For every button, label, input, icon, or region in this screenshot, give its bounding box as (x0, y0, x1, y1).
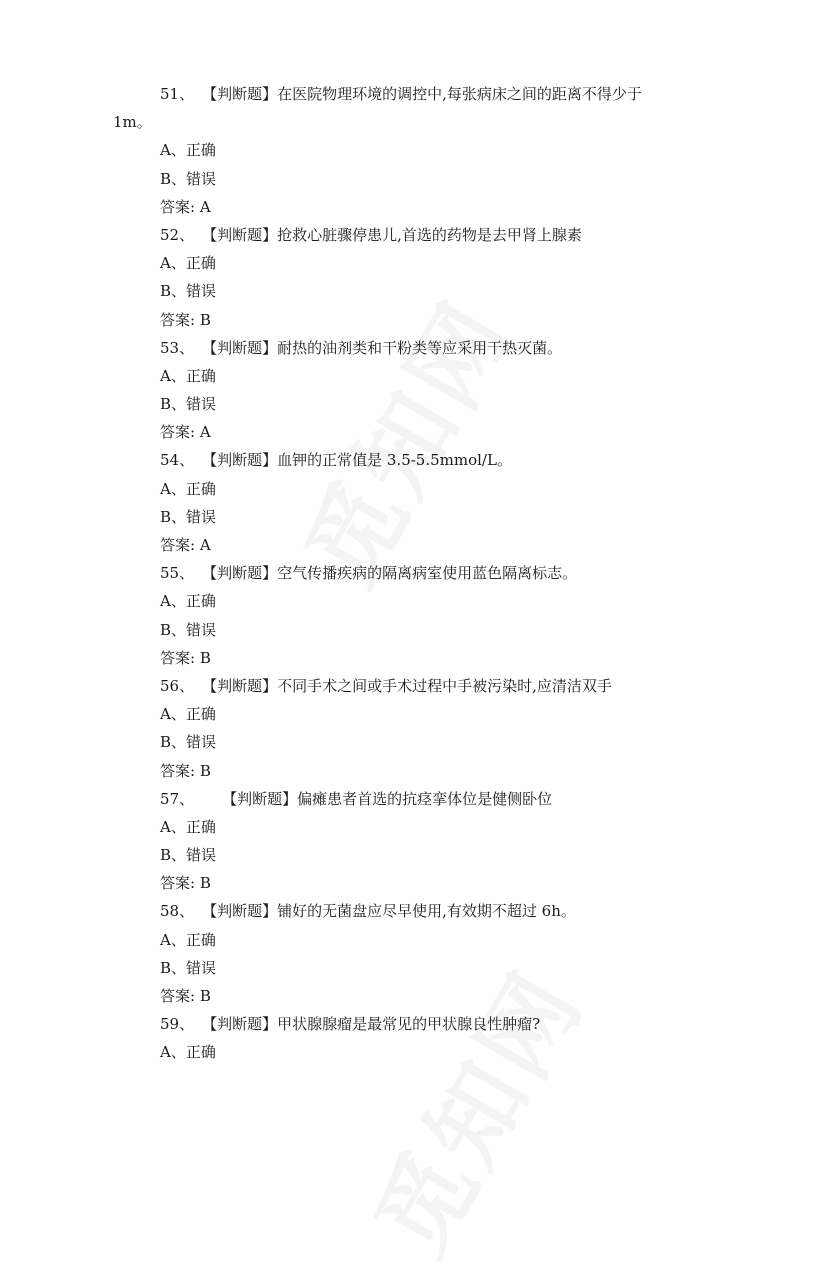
question-number: 51、 (160, 85, 195, 103)
question-type-tag: 【判断题】 (202, 451, 278, 470)
question-text: 空气传播疾病的隔离病室使用蓝色隔离标志。 (277, 564, 578, 583)
question-text: 耐热的油剂类和干粉类等应采用干热灭菌。 (277, 338, 563, 357)
option-a: A、正确 (160, 1043, 216, 1062)
answer: 答案: A (160, 197, 211, 216)
question-type-tag: 【判断题】 (202, 676, 278, 695)
question-52 (160, 221, 700, 334)
question-51 (113, 80, 700, 221)
option-a: A、正确 (160, 366, 216, 385)
question-number: 54、 (160, 451, 195, 470)
question-stem (160, 897, 700, 925)
question-stem (160, 334, 700, 362)
question-type-tag: 【判断题】 (202, 1015, 278, 1034)
question-type-tag: 【判断题】 (202, 902, 278, 921)
option-b: B、错误 (160, 282, 217, 301)
option-a: A、正确 (160, 141, 216, 160)
question-number: 56、 (160, 676, 195, 695)
option-a: A、正确 (160, 817, 216, 836)
question-text: 甲状腺腺瘤是最常见的甲状腺良性肿瘤? (277, 1015, 541, 1034)
question-type-tag: 【判断题】 (202, 338, 278, 357)
option-b: B、错误 (160, 395, 217, 414)
question-list (113, 80, 700, 1067)
option-b: B、错误 (160, 733, 217, 752)
question-59 (160, 1010, 700, 1066)
option-a: A、正确 (160, 930, 216, 949)
option-b: B、错误 (160, 169, 217, 188)
answer: 答案: B (160, 761, 211, 780)
question-stem (113, 80, 700, 136)
question-stem (160, 672, 700, 700)
option-b: B、错误 (160, 958, 217, 977)
option-a: A、正确 (160, 254, 216, 273)
question-type-tag: 【判断题】 (202, 564, 278, 583)
question-57 (160, 785, 700, 898)
question-stem (160, 221, 700, 249)
question-type-tag: 【判断题】 (222, 789, 298, 808)
answer: 答案: A (160, 423, 211, 442)
option-a: A、正确 (160, 592, 216, 611)
question-stem (160, 446, 700, 474)
option-b: B、错误 (160, 507, 217, 526)
question-number: 53、 (160, 338, 195, 357)
question-text: 血钾的正常值是 3.5-5.5mmol/L。 (277, 451, 512, 470)
answer: 答案: B (160, 987, 211, 1006)
question-number: 58、 (160, 902, 195, 921)
question-text-continued: 1m。 (113, 113, 152, 132)
question-number: 59、 (160, 1015, 195, 1034)
answer: 答案: A (160, 536, 211, 555)
question-text: 铺好的无菌盘应尽早使用,有效期不超过 6h。 (277, 902, 576, 921)
question-text: 在医院物理环境的调控中,每张病床之间的距离不得少于 (277, 85, 642, 103)
option-b: B、错误 (160, 620, 217, 639)
question-54 (160, 446, 700, 559)
question-type-tag: 【判断题】 (202, 85, 278, 103)
question-text: 抢救心脏骤停患儿,首选的药物是去甲肾上腺素 (277, 225, 582, 244)
question-type-tag: 【判断题】 (202, 225, 278, 244)
question-stem (160, 785, 700, 813)
question-56 (160, 672, 700, 785)
question-55 (160, 559, 700, 672)
question-stem (160, 559, 700, 587)
question-number: 52、 (160, 225, 195, 244)
question-text: 不同手术之间或手术过程中手被污染时,应清洁双手 (277, 676, 612, 695)
option-b: B、错误 (160, 846, 217, 865)
answer: 答案: B (160, 874, 211, 893)
option-a: A、正确 (160, 479, 216, 498)
option-a: A、正确 (160, 705, 216, 724)
answer: 答案: B (160, 310, 211, 329)
question-53 (160, 334, 700, 447)
question-58 (160, 897, 700, 1010)
question-stem (160, 1010, 700, 1038)
question-number: 57、 (160, 789, 195, 808)
question-number: 55、 (160, 564, 195, 583)
answer: 答案: B (160, 648, 211, 667)
question-text: 偏瘫患者首选的抗痉挛体位是健侧卧位 (297, 789, 553, 808)
